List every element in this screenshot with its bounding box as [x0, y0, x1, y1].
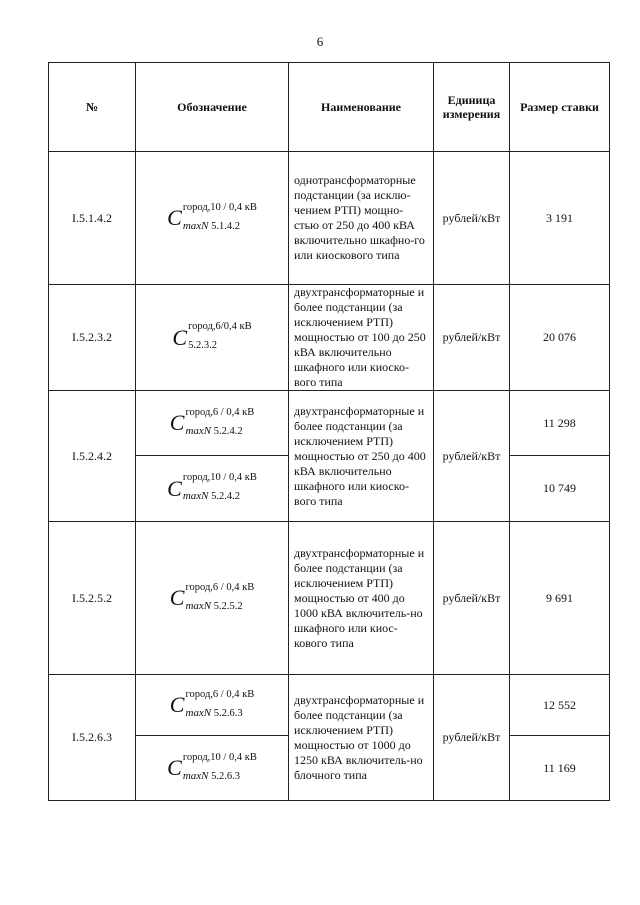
formula-subscript: 5.2.6.3: [211, 707, 243, 719]
designation-formula: [172, 321, 252, 351]
formula-symbol: C: [167, 475, 182, 501]
formula-symbol: C: [169, 410, 185, 435]
designation-formula: [167, 751, 257, 782]
row-number: I.5.1.4.2: [49, 152, 136, 285]
formula-subscript-italic: maxN: [185, 424, 212, 437]
row-number: I.5.2.3.2: [49, 285, 136, 391]
page-number: 6: [316, 34, 324, 49]
formula-symbol: C: [169, 692, 185, 717]
designation-formula: [167, 472, 257, 502]
designation-cell: [136, 675, 289, 736]
table-row: [49, 522, 610, 675]
table-row: [49, 152, 610, 285]
table-row: [49, 391, 610, 456]
rate-cell: 12 552: [510, 675, 610, 736]
formula-superscript: город,6 / 0,4 кВ: [185, 406, 255, 418]
row-number: I.5.2.6.3: [49, 675, 136, 801]
rate-cell: 3 191: [510, 152, 610, 285]
formula-superscript: город,6 / 0,4 кВ: [185, 688, 255, 700]
unit-cell: рублей/кВт: [434, 391, 510, 522]
row-number: I.5.2.5.2: [49, 522, 136, 675]
table-row: [49, 285, 610, 391]
formula-subscript: 5.2.4.2: [208, 491, 241, 502]
header-name: Наименование: [289, 63, 434, 152]
formula-symbol: C: [169, 585, 185, 610]
designation-formula: [169, 406, 255, 437]
formula-symbol: C: [167, 205, 182, 230]
rates-table: [48, 62, 610, 801]
designation-cell: [136, 285, 289, 391]
table-header-row: [49, 63, 610, 152]
designation-cell: [136, 522, 289, 675]
name-cell: двухтрансформаторные и более подстанции (за исключением РТП) мощностью от 1000 до 1250 кВА включитель-но блочного типа: [289, 675, 434, 801]
formula-subscript-italic: maxN: [185, 599, 212, 612]
unit-cell: рублей/кВт: [434, 522, 510, 675]
designation-formula: [167, 201, 257, 232]
header-rate: Размер ставки: [510, 63, 610, 152]
formula-subscript-italic: maxN: [182, 219, 209, 232]
unit-cell: рублей/кВт: [434, 285, 510, 391]
designation-cell: [136, 152, 289, 285]
unit-cell: рублей/кВт: [434, 152, 510, 285]
formula-symbol: C: [167, 755, 182, 780]
formula-superscript: город,10 / 0,4 кВ: [182, 751, 257, 763]
formula-superscript: город,6 / 0,4 кВ: [185, 581, 255, 593]
designation-cell: [136, 736, 289, 801]
rate-cell: 11 298: [510, 391, 610, 456]
formula-subscript: 5.2.3.2: [188, 340, 217, 351]
name-cell: однотрансформаторные подстанции (за исклю-чением РТП) мощно-стью от 250 до 400 кВА включительно шкафно-го или киоскового типа: [289, 152, 434, 285]
unit-cell: рублей/кВт: [434, 675, 510, 801]
formula-superscript: город,6/0,4 кВ: [188, 321, 252, 332]
formula-subscript: 5.1.4.2: [208, 220, 241, 232]
designation-formula: [169, 688, 255, 719]
designation-cell: [136, 456, 289, 522]
designation-cell: [136, 391, 289, 456]
formula-subscript-italic: maxN: [185, 706, 212, 719]
name-cell: двухтрансформаторные и более подстанции (за исключением РТП) мощностью от 100 до 250 кВА включительно шкафного или киоско-вого типа: [289, 285, 434, 391]
formula-subscript: 5.2.5.2: [211, 600, 243, 612]
formula-superscript: город,10 / 0,4 кВ: [182, 201, 257, 213]
formula-subscript-italic: maxN: [182, 769, 209, 782]
table-row: [49, 675, 610, 736]
formula-subscript: 5.2.4.2: [211, 425, 243, 437]
rate-cell: 10 749: [510, 456, 610, 522]
name-cell: двухтрансформаторные и более подстанции (за исключением РТП) мощностью от 250 до 400 кВА включительно шкафного или киоско-вого типа: [289, 391, 434, 522]
rate-cell: 11 169: [510, 736, 610, 801]
designation-formula: [169, 581, 255, 612]
rate-cell: 20 076: [510, 285, 610, 391]
rate-cell: 9 691: [510, 522, 610, 675]
header-designation: Обозначение: [136, 63, 289, 152]
row-number: I.5.2.4.2: [49, 391, 136, 522]
name-cell: двухтрансформаторные и более подстанции (за исключением РТП) мощностью от 400 до 1000 кВА включитель-но шкафного или киос-кового типа: [289, 522, 434, 675]
header-num: №: [49, 63, 136, 152]
formula-subscript: 5.2.6.3: [208, 770, 241, 782]
header-unit: Единица измерения: [434, 63, 510, 152]
formula-symbol: C: [172, 324, 188, 350]
formula-superscript: город,10 / 0,4 кВ: [182, 472, 257, 483]
formula-subscript-italic: maxN: [182, 490, 209, 502]
